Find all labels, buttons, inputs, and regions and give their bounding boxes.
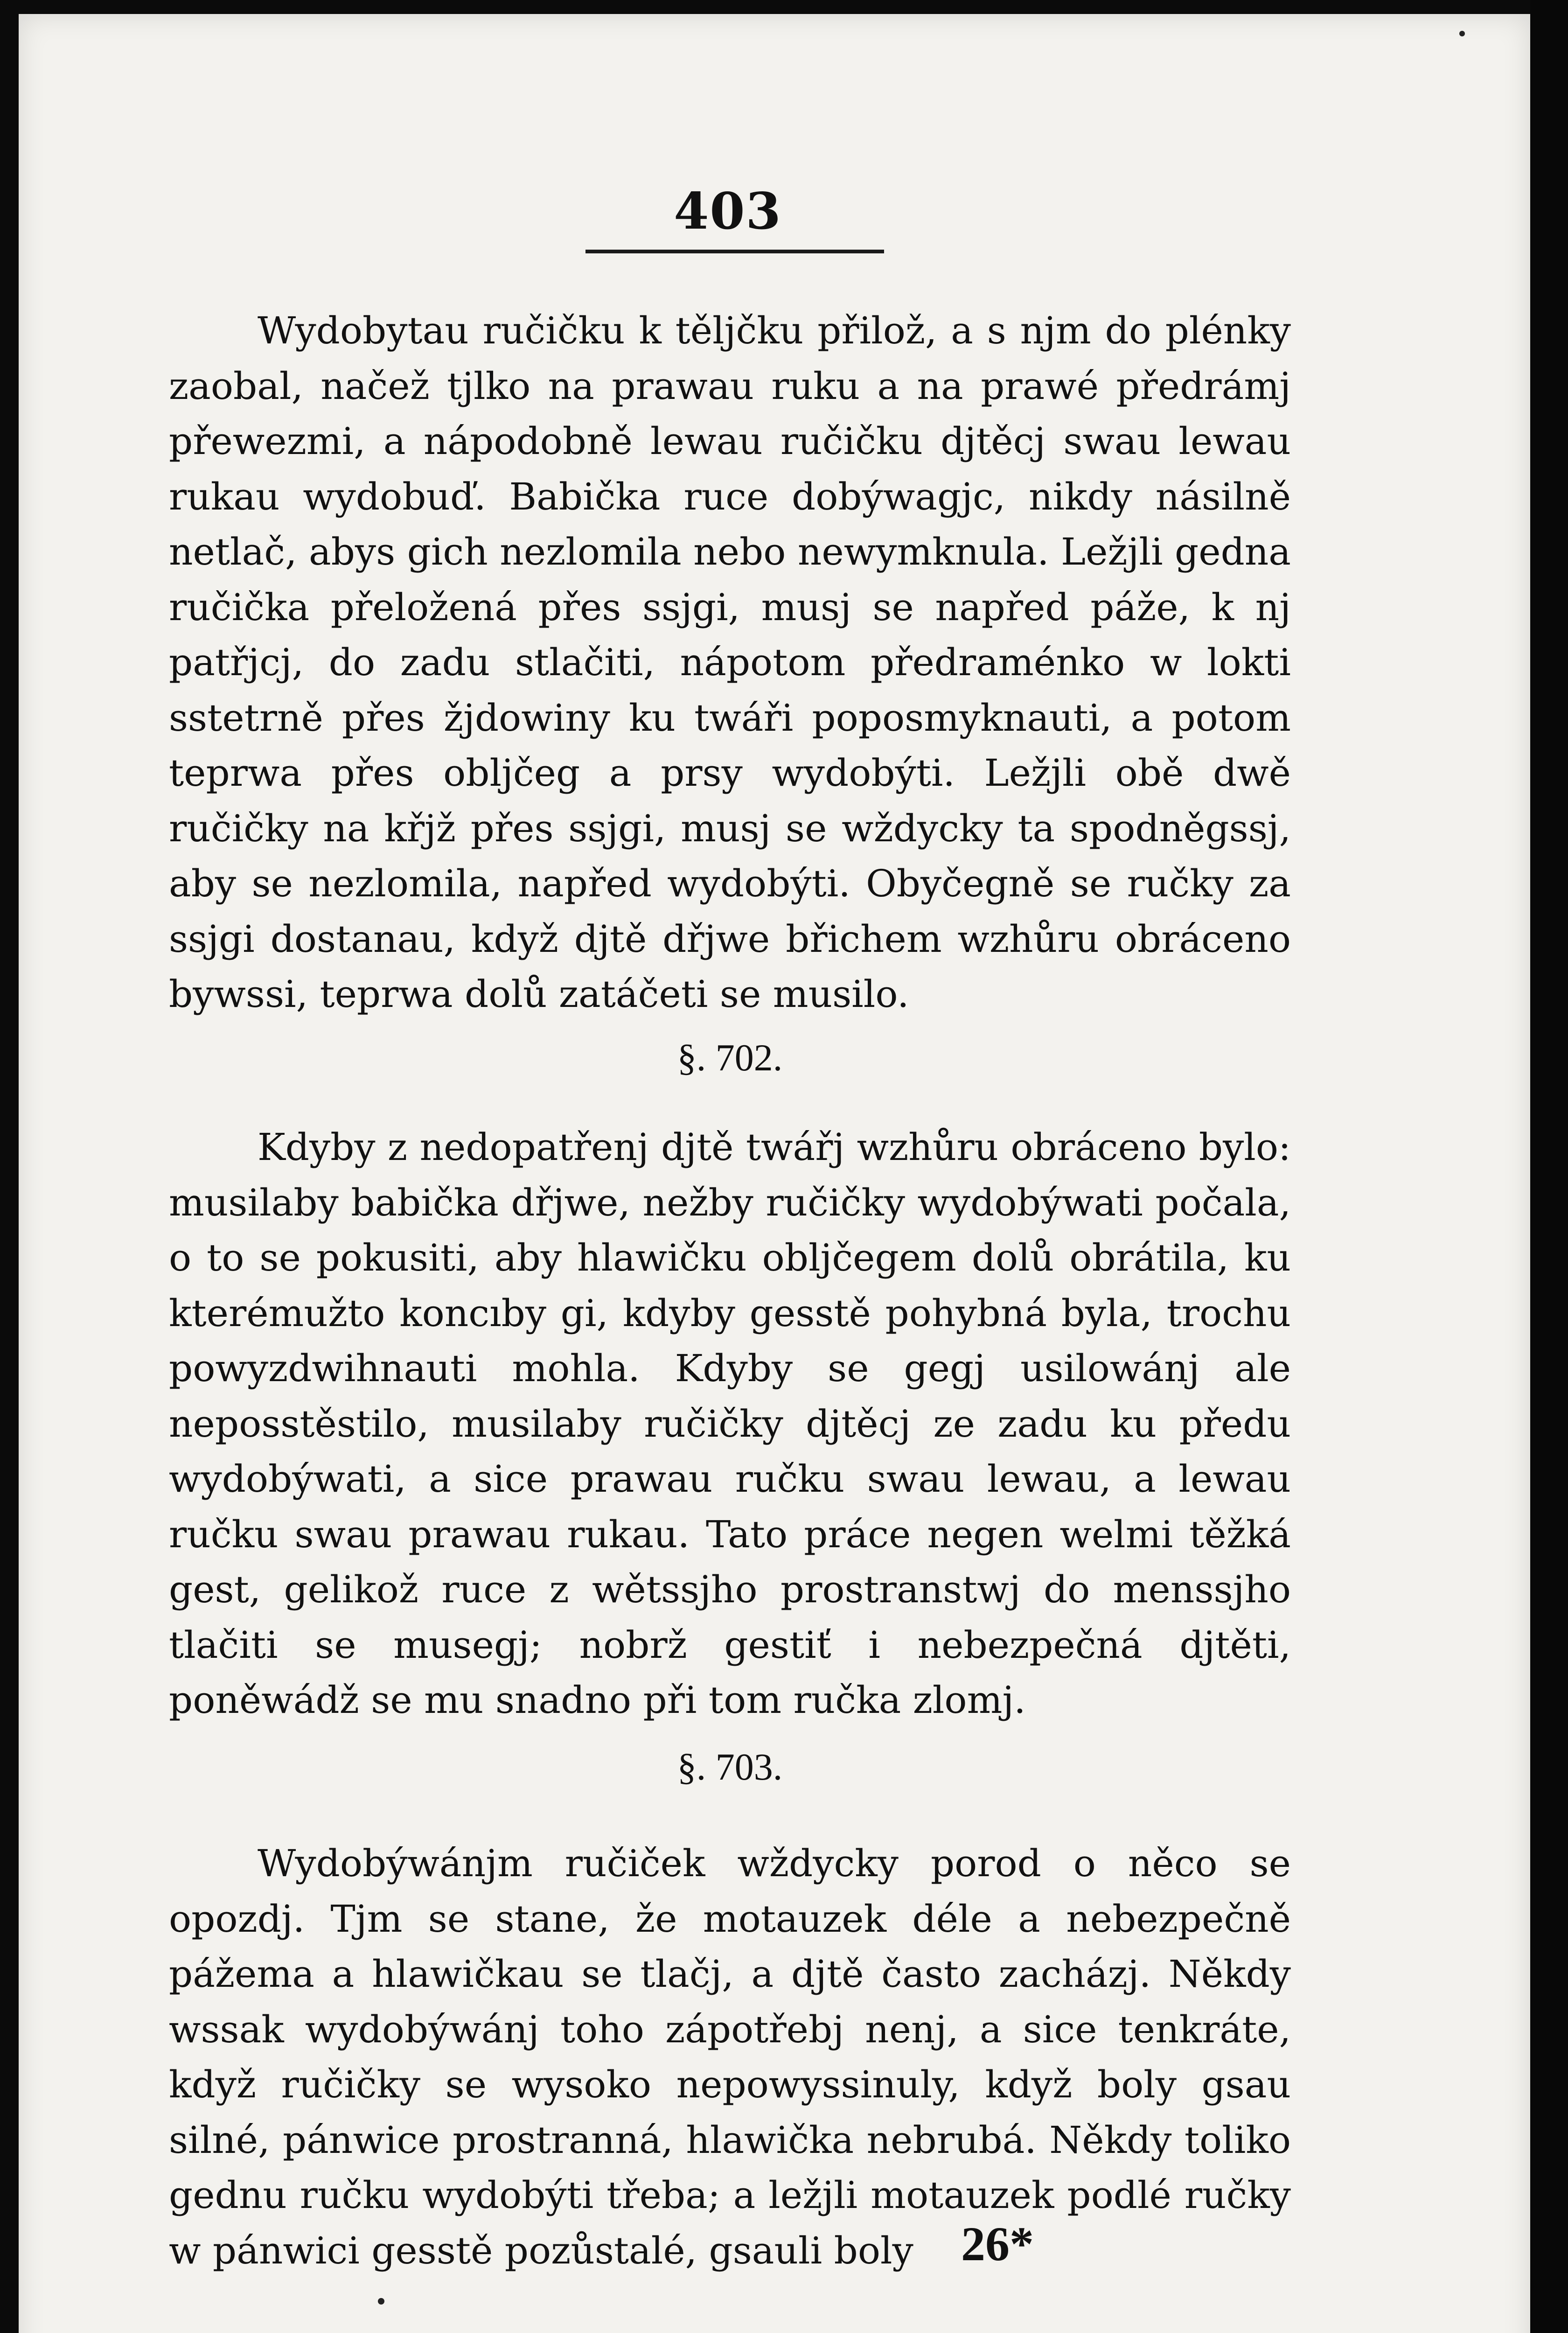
scan-border: [1530, 0, 1568, 2333]
paragraph-702: [169, 1120, 1291, 1728]
header-rule: [585, 250, 884, 253]
signature-mark: 26*: [961, 2217, 1034, 2271]
page-number: 403: [674, 182, 782, 241]
section-heading-703: §. 703.: [677, 1746, 783, 1788]
paragraph-702-text: Kdyby z nedopatřenj djtě twářj wzhůru obráceno bylo: musilaby babička dřjwe, nežby ručičky wydobýwati počala, o to se pokusiti, aby hlawičku obljčegem dolů obrátila, ku kterémužto koncıby gi, kdyby gesstě pohybná byla, trochu powyzdwihnauti mohla. Kdyby se gegj usilowánj ale neposstěstilo, musilaby ručičky djtěcj ze zadu ku předu wydobýwati, a sice prawau ručku swau lewau, a lewau ručku swau prawau rukau. Tato práce negen welmi těžká gest, gelikož ruce z wětssjho prostranstwj do menssjho tlačiti se musegj; nobrž gestiť i nebezpečná djtěti, poněwádž se mu snadno při tom ručka zlomj.: [169, 1125, 1291, 1722]
print-speck: [378, 2298, 384, 2305]
section-heading-702: §. 702.: [677, 1036, 783, 1079]
print-speck-top: [1459, 31, 1465, 36]
paragraph-intro: [169, 303, 1291, 1022]
paragraph-703: [169, 1836, 1291, 2278]
paragraph-intro-text: Wydobytau ručičku k těljčku přilož, a s njm do plénky zaobal, načež tjlko na prawau ruku a na prawé předrámj přewezmi, a nápodobně lewau ručičku djtěcj swau lewau rukau wydobuď. Babička ruce dobýwagjc, nikdy násilně netlač, abys gich nezlomila nebo newymknula. Ležjli gedna ručička přeložená přes ssjgi, musj se napřed páže, k nj patřjcj, do zadu stlačiti, nápotom předraménko w lokti sstetrně přes žjdowiny ku twáři poposmyknauti, a potom teprwa přes obljčeg a prsy wydobýti. Ležjli obě dwě ručičky na křjž přes ssjgi, musj se wždycky ta spodněgssj, aby se nezlomila, napřed wydobýti. Obyčegně se ručky za ssjgi dostanau, když djtě dřjwe břichem wzhůru obráceno bywssi, teprwa dolů zatáčeti se musilo.: [169, 309, 1291, 1016]
paragraph-703-text: Wydobýwánjm ručiček wždycky porod o něco se opozdj. Tjm se stane, že motauzek déle a nebezpečně pážema a hlawičkau se tlačj, a djtě často zacházj. Někdy wssak wydobýwánj toho zápotřebj nenj, a sice tenkráte, když ručičky se wysoko nepowyssinuly, když boly gsau silné, pánwice prostranná, hlawička nebrubá. Někdy toliko gednu ručku wydobýti třeba; a ležjli motauzek podlé ručky w pánwici gesstě pozůstalé, gsauli boly: [169, 1842, 1291, 2272]
